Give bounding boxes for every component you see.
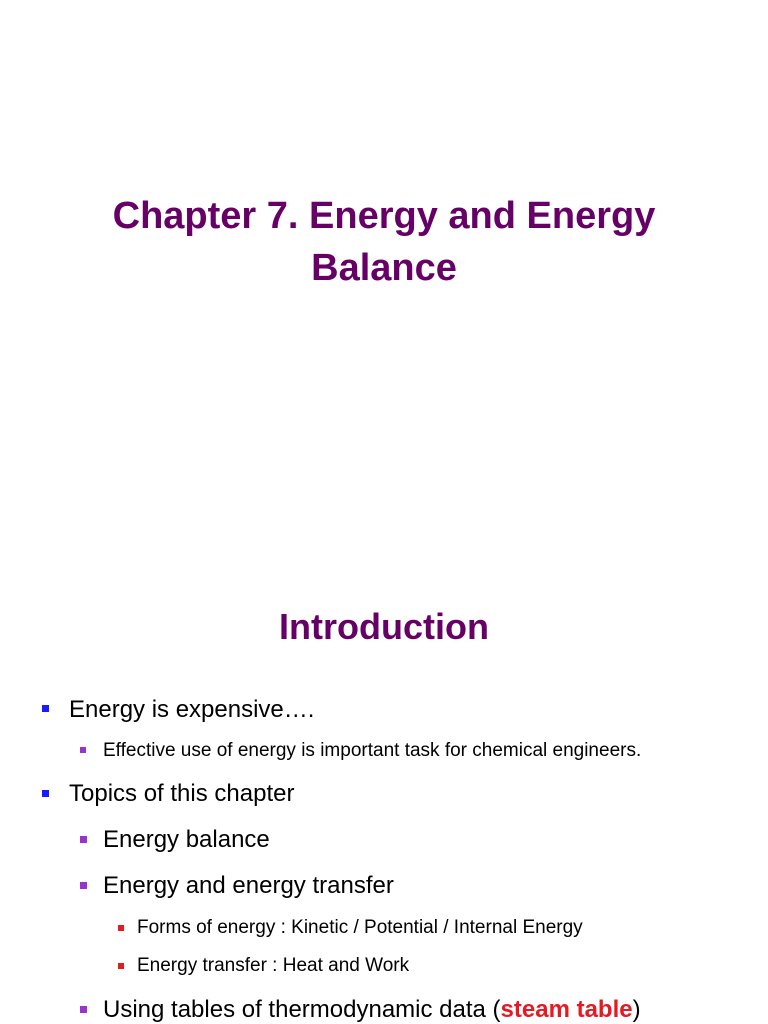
chapter-title xyxy=(0,190,768,294)
bullet-thermodynamic-tables-suffix: ) xyxy=(632,996,641,1023)
square-bullet-blue-icon xyxy=(42,790,49,797)
square-bullet-purple-icon xyxy=(80,747,86,753)
square-bullet-red-icon xyxy=(118,925,124,931)
bullet-energy-transfer: Energy and energy transfer xyxy=(103,872,394,899)
bullet-forms-of-energy: Forms of energy : Kinetic / Potential / Internal Energy xyxy=(137,917,583,938)
bullet-energy-expensive: Energy is expensive…. xyxy=(69,696,315,723)
steam-table-highlight: steam table xyxy=(500,996,633,1023)
bullet-effective-use: Effective use of energy is important task for chemical engineers. xyxy=(103,740,642,761)
section-heading-introduction: Introduction xyxy=(279,606,489,647)
square-bullet-purple-icon xyxy=(80,836,87,843)
bullet-thermodynamic-tables-prefix: Using tables of thermodynamic data ( xyxy=(103,996,501,1023)
chapter-title-line-2: Balance xyxy=(311,247,457,289)
chapter-title-line-1: Chapter 7. Energy and Energy xyxy=(112,195,656,237)
square-bullet-purple-icon xyxy=(80,1006,87,1013)
bullet-heat-and-work: Energy transfer : Heat and Work xyxy=(137,955,410,976)
bullet-energy-balance: Energy balance xyxy=(103,826,270,853)
bullet-topics: Topics of this chapter xyxy=(69,780,295,807)
bullet-thermodynamic-tables xyxy=(103,996,641,1024)
square-bullet-blue-icon xyxy=(42,705,49,712)
square-bullet-purple-icon xyxy=(80,882,87,889)
square-bullet-red-icon xyxy=(118,963,124,969)
